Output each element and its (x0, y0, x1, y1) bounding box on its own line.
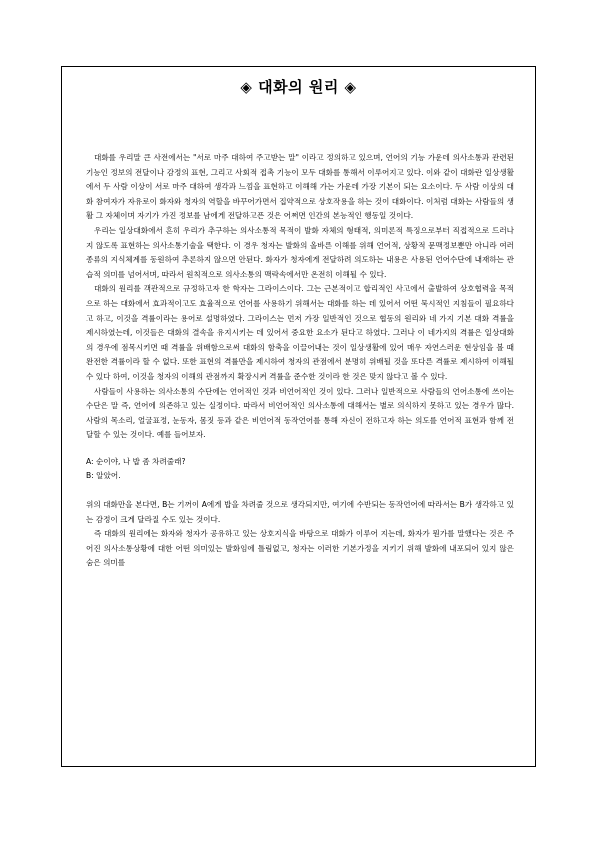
dialogue-line-a: A: 순이야, 나 밥 좀 차려줄래? (86, 456, 186, 466)
paragraph-dialogue-analysis: 위의 대화만을 본다면, B는 기꺼이 A에게 밥을 차려줄 것으로 생각되지만, 여기에 수반되는 동작언어에 따라서는 B가 생각하고 있는 감정이 크게 달라질 수도 있는 것이다. (86, 500, 514, 524)
document-frame (61, 66, 536, 767)
document-body (86, 151, 514, 571)
paragraph-definition: 대화를 우리말 큰 사전에서는 "서로 마주 대하여 주고받는 말" 이라고 정의하고 있으며, 언어의 기능 가운데 의사소통과 관련된 기능인 정보의 전달이나 감정의 표현, 그리고 사회적 접촉 기능이 모두 대화를 통해서 이루어지고 있다. 이와 같이 대화란 일상생활에서 두 사람 이상이 서로 마주 대하여 생각과 느낌을 표현하고 이해해 가는 가운데 가장 기본이 되는 요소이다. 두 사람 이상의 대화 참여자가 자유로이 화자와 청자의 역할을 바꾸어가면서 집약적으로 상호작용을 하는 것이 대화이다. 이처럼 대화는 사람들의 생활 그 자체이며 자기가 가진 정보를 남에게 전달하고픈 것은 어쩌면 인간의 본능적인 행동일 것이다. (86, 153, 514, 221)
paragraph-shared-knowledge: 즉 대화의 원리에는 화자와 청자가 공유하고 있는 상호지식을 바탕으로 대화가 이루어 지는데, 화자가 뭔가를 말했다는 것은 주어진 의사소통상황에 대한 어떤 의미있는 발화임에 틀림없고, 청자는 이러한 기본가정을 지키기 위해 발화에 내포되어 있지 않은 숨은 의미를 (86, 529, 514, 568)
paragraph-nonverbal: 사람들이 사용하는 의사소통의 수단에는 언어적인 것과 비언어적인 것이 있다. 그러나 일반적으로 사람들의 언어소통에 쓰이는 수단은 말 즉, 언어에 의존하고 있는 실정이다. 따라서 비언어적인 의사소통에 대해서는 별로 의식하지 못하고 있는 경우가 많다. 사람의 목소리, 얼굴표정, 눈동자, 몸짓 등과 같은 비언어적 동작언어를 통해 자신이 전하고자 하는 의도를 언어적 표현과 함께 전달할 수 있는 것이다. 예를 들어보자. (86, 386, 514, 440)
spacer (86, 484, 514, 498)
document-title: ◈ 대화의 원리 ◈ (240, 78, 357, 96)
dialogue-line-b: B: 알았어. (86, 471, 121, 481)
paragraph-daily-conversation: 우리는 일상대화에서 흔히 우리가 추구하는 의사소통적 목적이 발화 자체의 형태적, 의미론적 특징으로부터 직접적으로 드러나지 않도록 표현하는 의사소통기술을 택한다. 이 경우 청자는 발화의 올바른 이해를 위해 언어적, 상황적 문맥정보뿐만 아니라 여러 종류의 지식체계를 동원하여 추론하지 않으면 안된다. 화자가 청자에게 전달하려 의도하는 내용은 사용된 언어수단에 내재하는 관습적 의미를 넘어서며, 따라서 원칙적으로 의사소통의 맥락속에서만 온전히 이해될 수 있다. (86, 225, 514, 279)
paragraph-grice-maxims: 대화의 원리를 객관적으로 규정하고자 한 학자는 그라이스이다. 그는 근본적이고 합리적인 사고에서 출발하여 상호협력을 목적으로 하는 대화에서 효과적이고도 효율적으로 언어를 사용하기 위해서는 대화를 하는 데 있어서 어떤 묵시적인 지침들이 필요하다고 하고, 이것을 격률이라는 용어로 설명하였다. 그라이스는 먼저 가장 일반적인 것으로 협동의 원리와 네 가지 기본 대화 격률을 제시하였는데, 이것들은 대화의 결속을 유지시키는 데 있어서 중요한 요소가 된다고 하였다. 그러나 이 네가지의 격률은 일상대화의 경우에 점목시키면 때 격률을 위배함으로써 대화의 함축을 이끌어내는 것이 일상생활에 있어 매우 자연스러운 현상임을 볼 때 완전한 격률이라 할 수 없다. 또한 표현의 격률만을 제시하여 청자의 관점에서 분명히 위배될 것을 또다른 격률로 제시하여 이해될 수 있다 하여, 이것을 청자의 이해의 관점까지 확장시켜 격률을 준수한 것이라 한 것은 맞지 않다고 볼 수 있다. (86, 284, 514, 381)
spacer (86, 443, 514, 455)
